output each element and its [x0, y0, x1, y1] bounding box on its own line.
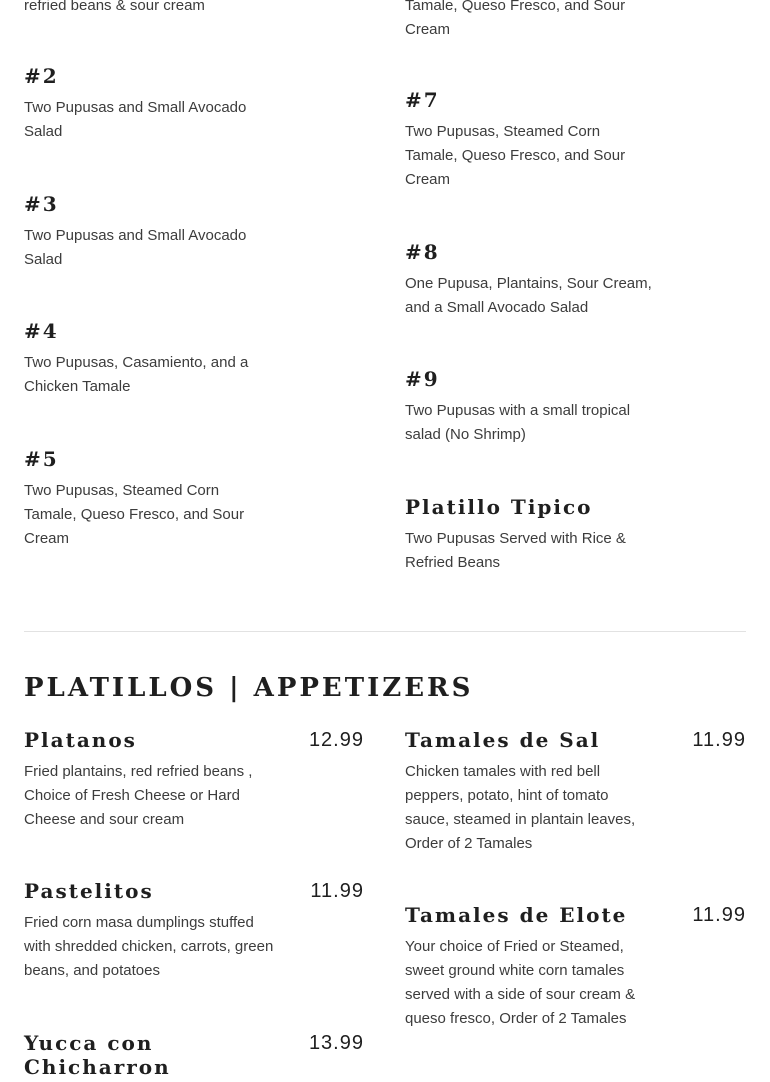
menu-item-platanos: [24, 728, 274, 832]
menu-item-tamales-de-elote: [405, 903, 655, 1031]
menu-item-title: #2: [24, 64, 59, 88]
menu-item-description: Two Pupusas with a small tropical salad (No Shrimp): [405, 402, 631, 443]
menu-item-price: 11.99: [692, 904, 746, 926]
menu-item-yucca-con-chicharron: [24, 1031, 204, 1079]
menu-item-title: Tamales de Elote: [405, 903, 628, 927]
menu-item-title: #4: [24, 319, 59, 343]
menu-item-title: Platanos: [24, 728, 137, 752]
menu-item-combo-5: [24, 447, 274, 551]
menu-item-description: Tamale, Queso Fresco, and Sour Cream: [405, 0, 626, 38]
menu-item-title: Pastelitos: [24, 879, 154, 903]
menu-item-pastelitos: [24, 879, 274, 983]
menu-item-price: 13.99: [308, 1032, 364, 1054]
menu-item-title: Platillo Tipico: [405, 495, 593, 519]
menu-item-price: 12.99: [308, 729, 364, 751]
menu-item-title: #5: [24, 447, 59, 471]
menu-item-description: Fried corn masa dumplings stuffed with shredded chicken, carrots, green beans, and potatoes: [24, 914, 274, 979]
menu-item-description: Two Pupusas, Steamed Corn Tamale, Queso Fresco, and Sour Cream: [24, 482, 245, 547]
menu-item-description: Two Pupusas, Casamiento, and a Chicken Tamale: [24, 354, 249, 395]
menu-item-description: Two Pupusas and Small Avocado Salad: [24, 99, 247, 140]
menu-item-description: Two Pupusas Served with Rice & Refried Beans: [405, 530, 626, 571]
menu-item-combo-3: [24, 192, 274, 272]
section-title: PLATILLOS | APPETIZERS: [24, 673, 474, 703]
menu-item-title: Yucca con Chicharron: [24, 1031, 171, 1079]
menu-item-description: Two Pupusas, Steamed Corn Tamale, Queso Fresco, and Sour Cream: [405, 123, 626, 188]
menu-item-title: #3: [24, 192, 59, 216]
menu-item-combo-6: [405, 0, 655, 42]
menu-item-price: 11.99: [310, 880, 364, 902]
menu-item-combo-1: [24, 0, 274, 18]
menu-item-description: Your choice of Fried or Steamed, sweet ground white corn tamales served with a side of sour cream & queso fresco, Order of 2 Tamales: [405, 938, 636, 1027]
menu-item-combo-2: [24, 64, 274, 144]
menu-item-combo-7: [405, 88, 655, 192]
menu-item-description: Fried plantains, red refried beans , Choice of Fresh Cheese or Hard Cheese and sour cream: [24, 763, 253, 828]
menu-item-title: Tamales de Sal: [405, 728, 601, 752]
menu-item-title: #9: [405, 367, 440, 391]
menu-item-description: refried beans & sour cream: [24, 0, 205, 14]
menu-item-combo-8: [405, 240, 655, 320]
menu-item-description: Chicken tamales with red bell peppers, potato, hint of tomato sauce, steamed in plantain leaves, Order of 2 Tamales: [405, 763, 636, 852]
menu-item-title: #8: [405, 240, 440, 264]
section-divider: [24, 631, 746, 632]
menu-item-platillo-tipico: [405, 495, 655, 575]
menu-item-description: Two Pupusas and Small Avocado Salad: [24, 227, 247, 268]
menu-item-combo-4: [24, 319, 274, 399]
menu-item-price: 11.99: [692, 729, 746, 751]
menu-item-title: #7: [405, 88, 440, 112]
menu-item-combo-9: [405, 367, 655, 447]
menu-item-tamales-de-sal: [405, 728, 655, 856]
menu-item-description: One Pupusa, Plantains, Sour Cream, and a Small Avocado Salad: [405, 275, 652, 316]
